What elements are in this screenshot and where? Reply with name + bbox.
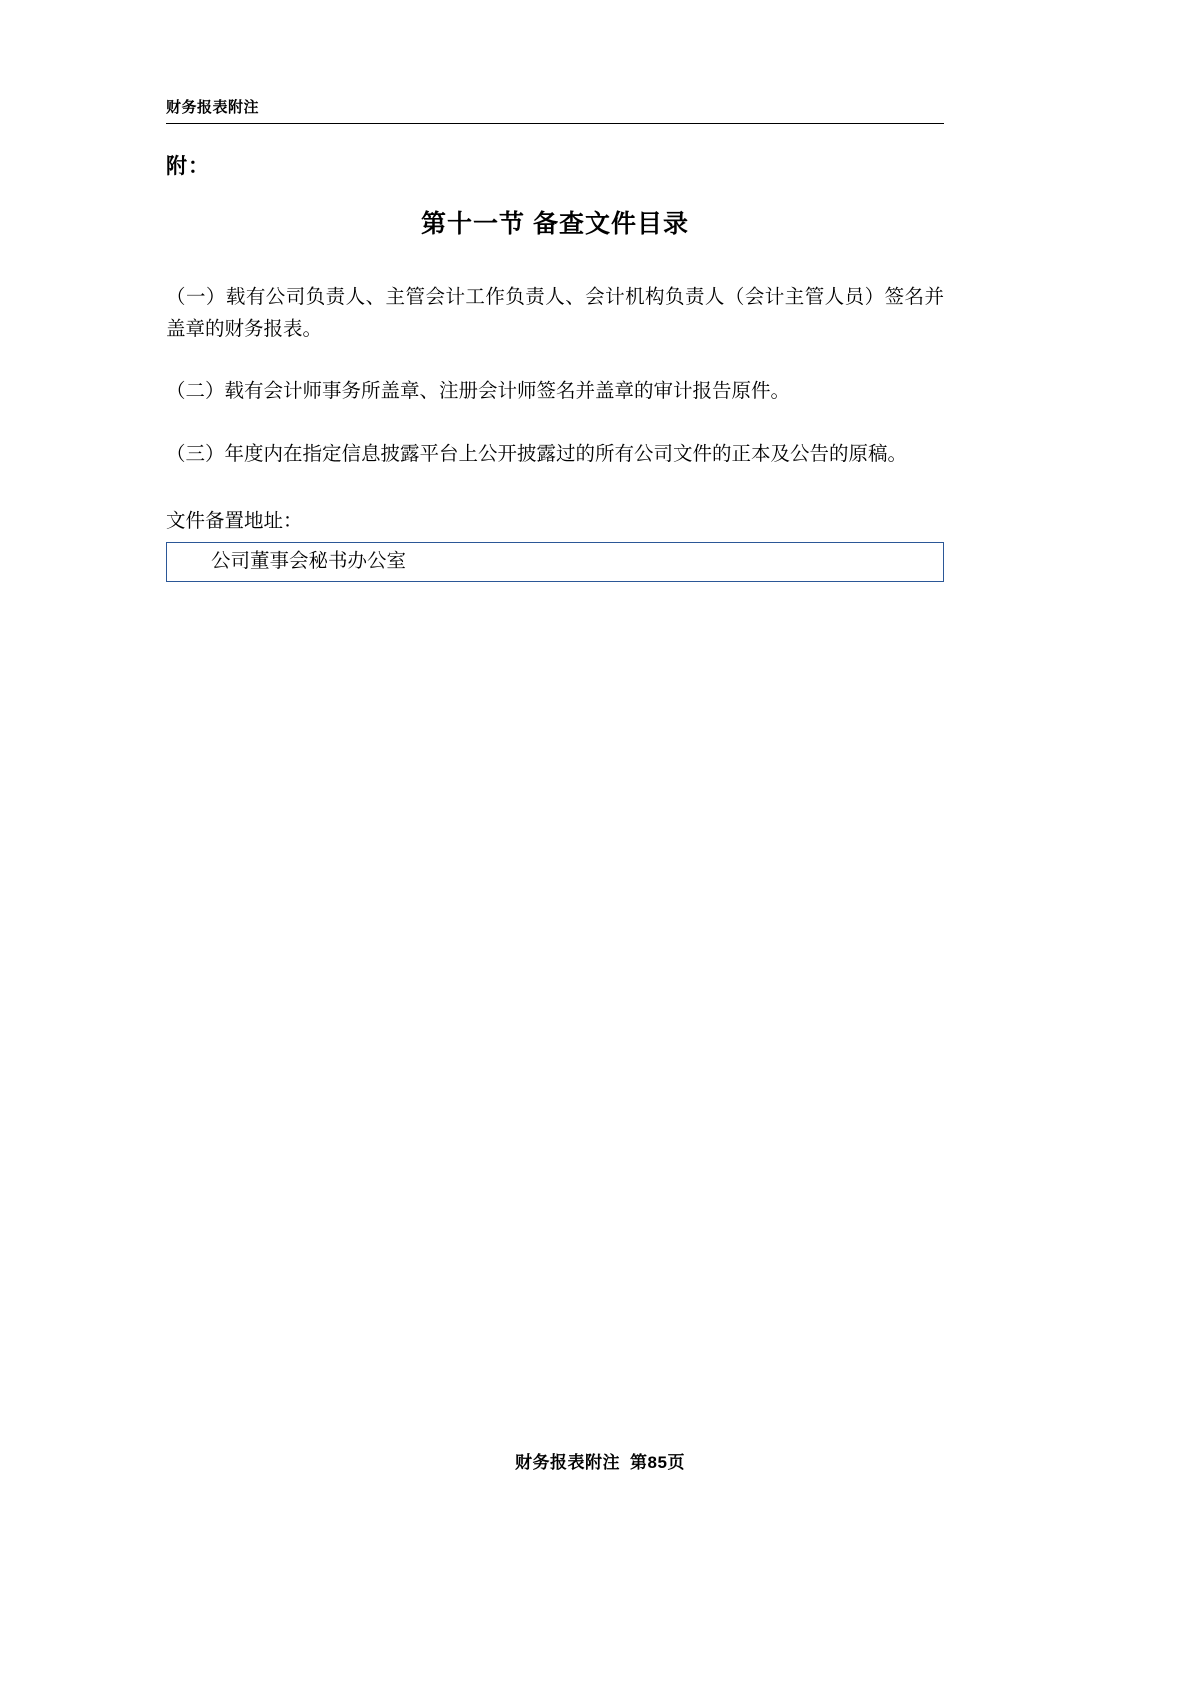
- footer-page-number: 第85页: [630, 1453, 685, 1472]
- paragraph-item-3: （三）年度内在指定信息披露平台上公开披露过的所有公司文件的正本及公告的原稿。: [166, 443, 908, 465]
- running-header: 财务报表附注: [166, 99, 260, 116]
- footer-label: 财务报表附注: [515, 1453, 621, 1472]
- page-content: [166, 0, 944, 582]
- page-title: 第十一节 备查文件目录: [421, 210, 689, 238]
- paragraph-item-2: （二）载有会计师事务所盖章、注册会计师签名并盖章的审计报告原件。: [166, 381, 791, 403]
- header-divider: [166, 123, 944, 124]
- page-footer: [0, 1448, 1200, 1473]
- address-label: 文件备置地址：: [166, 510, 303, 532]
- address-table-cell: 公司董事会秘书办公室: [166, 542, 944, 582]
- paragraph-item-1: （一）载有公司负责人、主管会计工作负责人、会计机构负责人（会计主管人员）签名并盖章的财务报表。: [166, 287, 944, 341]
- attachment-label: 附：: [166, 155, 210, 178]
